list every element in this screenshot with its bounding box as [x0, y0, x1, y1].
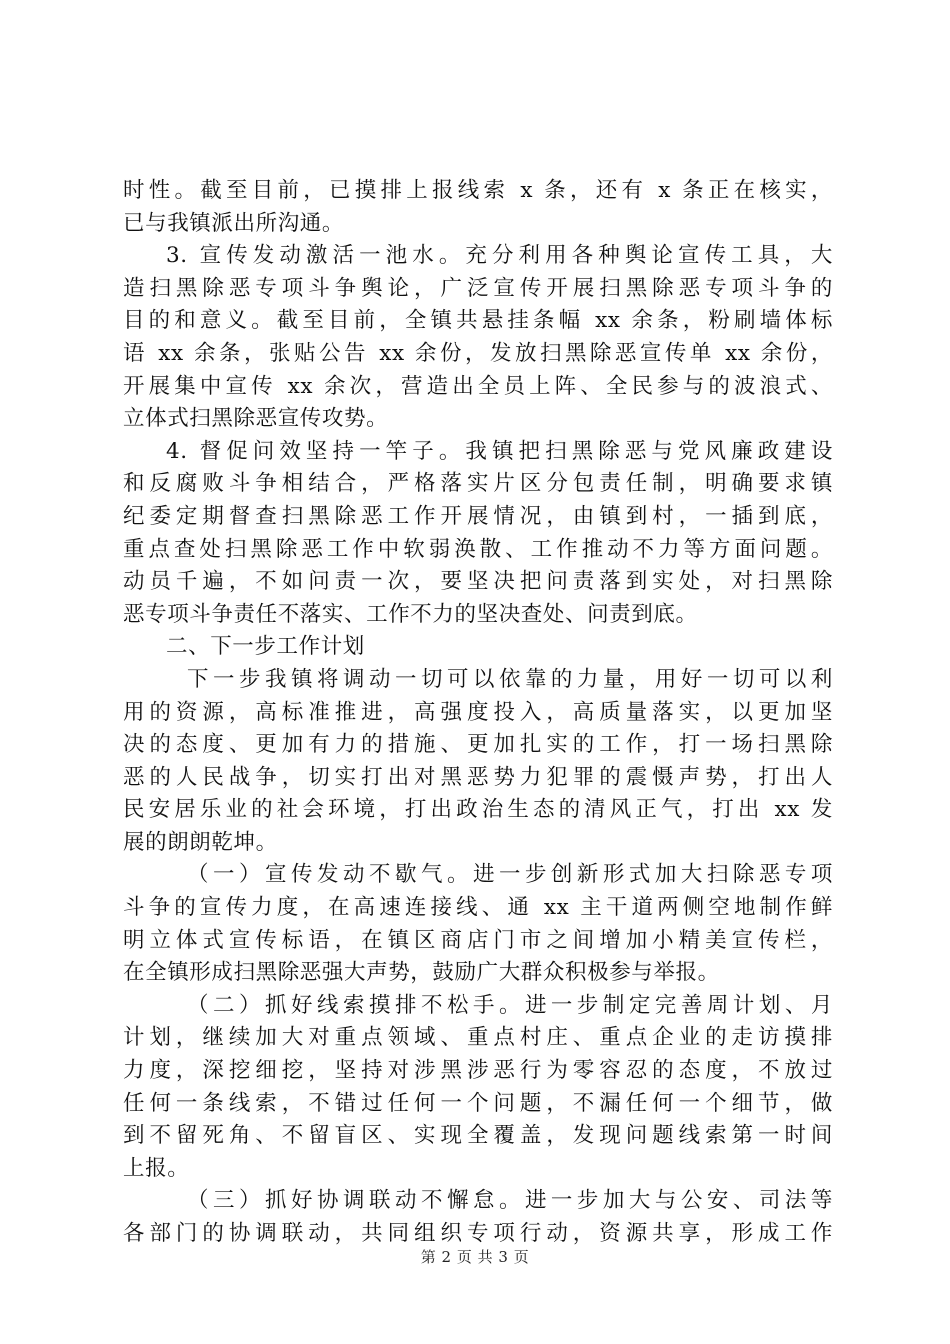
- text-line: 在全镇形成扫黑除恶强大声势，鼓励广大群众积极参与举报。: [123, 960, 720, 986]
- text-line: 用的资源，高标准推进，高强度投入，高质量落实，以更加坚: [123, 699, 833, 725]
- text-line: 决的态度、更加有力的措施、更加扎实的工作，打一场扫黑除: [123, 732, 833, 758]
- document-body: [123, 175, 833, 1251]
- text-line: 恶专项斗争责任不落实、工作不力的坚决查处、问责到底。: [123, 601, 698, 627]
- text-line: 已与我镇派出所沟通。: [123, 210, 345, 236]
- text-line: 明立体式宣传标语，在镇区商店门市之间增加小精美宣传栏，: [123, 927, 833, 953]
- text-line: 力度，深挖细挖，坚持对涉黑涉恶行为零容忍的态度，不放过: [123, 1058, 833, 1084]
- text-line: 展的朗朗乾坤。: [123, 829, 278, 855]
- text-line: 语 xx 余条，张贴公告 xx 余份，发放扫黑除恶宣传单 xx 余份，: [123, 340, 833, 366]
- text-line: 开展集中宣传 xx 余次，营造出全员上阵、全民参与的波浪式、: [123, 373, 833, 399]
- text-line: 斗争的宣传力度，在高速连接线、通 xx 主干道两侧空地制作鲜: [123, 895, 833, 921]
- text-line: （一）宣传发动不歇气。进一步创新形式加大扫除恶专项: [187, 862, 833, 888]
- text-line: 动员千遍，不如问责一次，要坚决把问责落到实处，对扫黑除: [123, 569, 833, 595]
- text-line: 重点查处扫黑除恶工作中软弱涣散、工作推动不力等方面问题。: [123, 536, 833, 562]
- text-line: 4. 督促问效坚持一竿子。我镇把扫黑除恶与党风廉政建设: [166, 438, 833, 464]
- text-line: 到不留死角、不留盲区、实现全覆盖，发现问题线索第一时间: [123, 1123, 833, 1149]
- text-line: 造扫黑除恶专项斗争舆论，广泛宣传开展扫黑除恶专项斗争的: [123, 275, 833, 301]
- text-line: 任何一条线索，不错过任何一个问题，不漏任何一个细节，做: [123, 1090, 833, 1116]
- section-heading: 二、下一步工作计划: [166, 634, 365, 660]
- text-line: （三）抓好协调联动不懈怠。进一步加大与公安、司法等: [187, 1188, 833, 1214]
- text-line: 纪委定期督查扫黑除恶工作开展情况，由镇到村，一插到底，: [123, 503, 833, 529]
- text-line: 3. 宣传发动激活一池水。充分利用各种舆论宣传工具，大: [166, 243, 833, 269]
- text-line: 时性。截至目前，已摸排上报线索 x 条，还有 x 条正在核实，: [123, 178, 833, 203]
- text-line: 各部门的协调联动，共同组织专项行动，资源共享，形成工作: [123, 1221, 833, 1246]
- text-line: 下一步我镇将调动一切可以依靠的力量，用好一切可以利: [187, 666, 833, 692]
- page-number-footer: 第 2 页 共 3 页: [420, 1248, 530, 1266]
- text-line: 计划，继续加大对重点领域、重点村庄、重点企业的走访摸排: [123, 1025, 833, 1051]
- text-line: 上报。: [123, 1155, 190, 1181]
- text-line: 目的和意义。截至目前，全镇共悬挂条幅 xx 余条，粉刷墙体标: [123, 308, 833, 334]
- text-line: （二）抓好线索摸排不松手。进一步制定完善周计划、月: [187, 992, 833, 1018]
- text-line: 立体式扫黑除恶宣传攻势。: [123, 406, 389, 432]
- text-line: 和反腐败斗争相结合，严格落实片区分包责任制，明确要求镇: [123, 471, 833, 497]
- text-line: 民安居乐业的社会环境，打出政治生态的清风正气，打出 xx 发: [123, 797, 833, 823]
- text-line: 恶的人民战争，切实打出对黑恶势力犯罪的震慑声势，打出人: [123, 764, 833, 790]
